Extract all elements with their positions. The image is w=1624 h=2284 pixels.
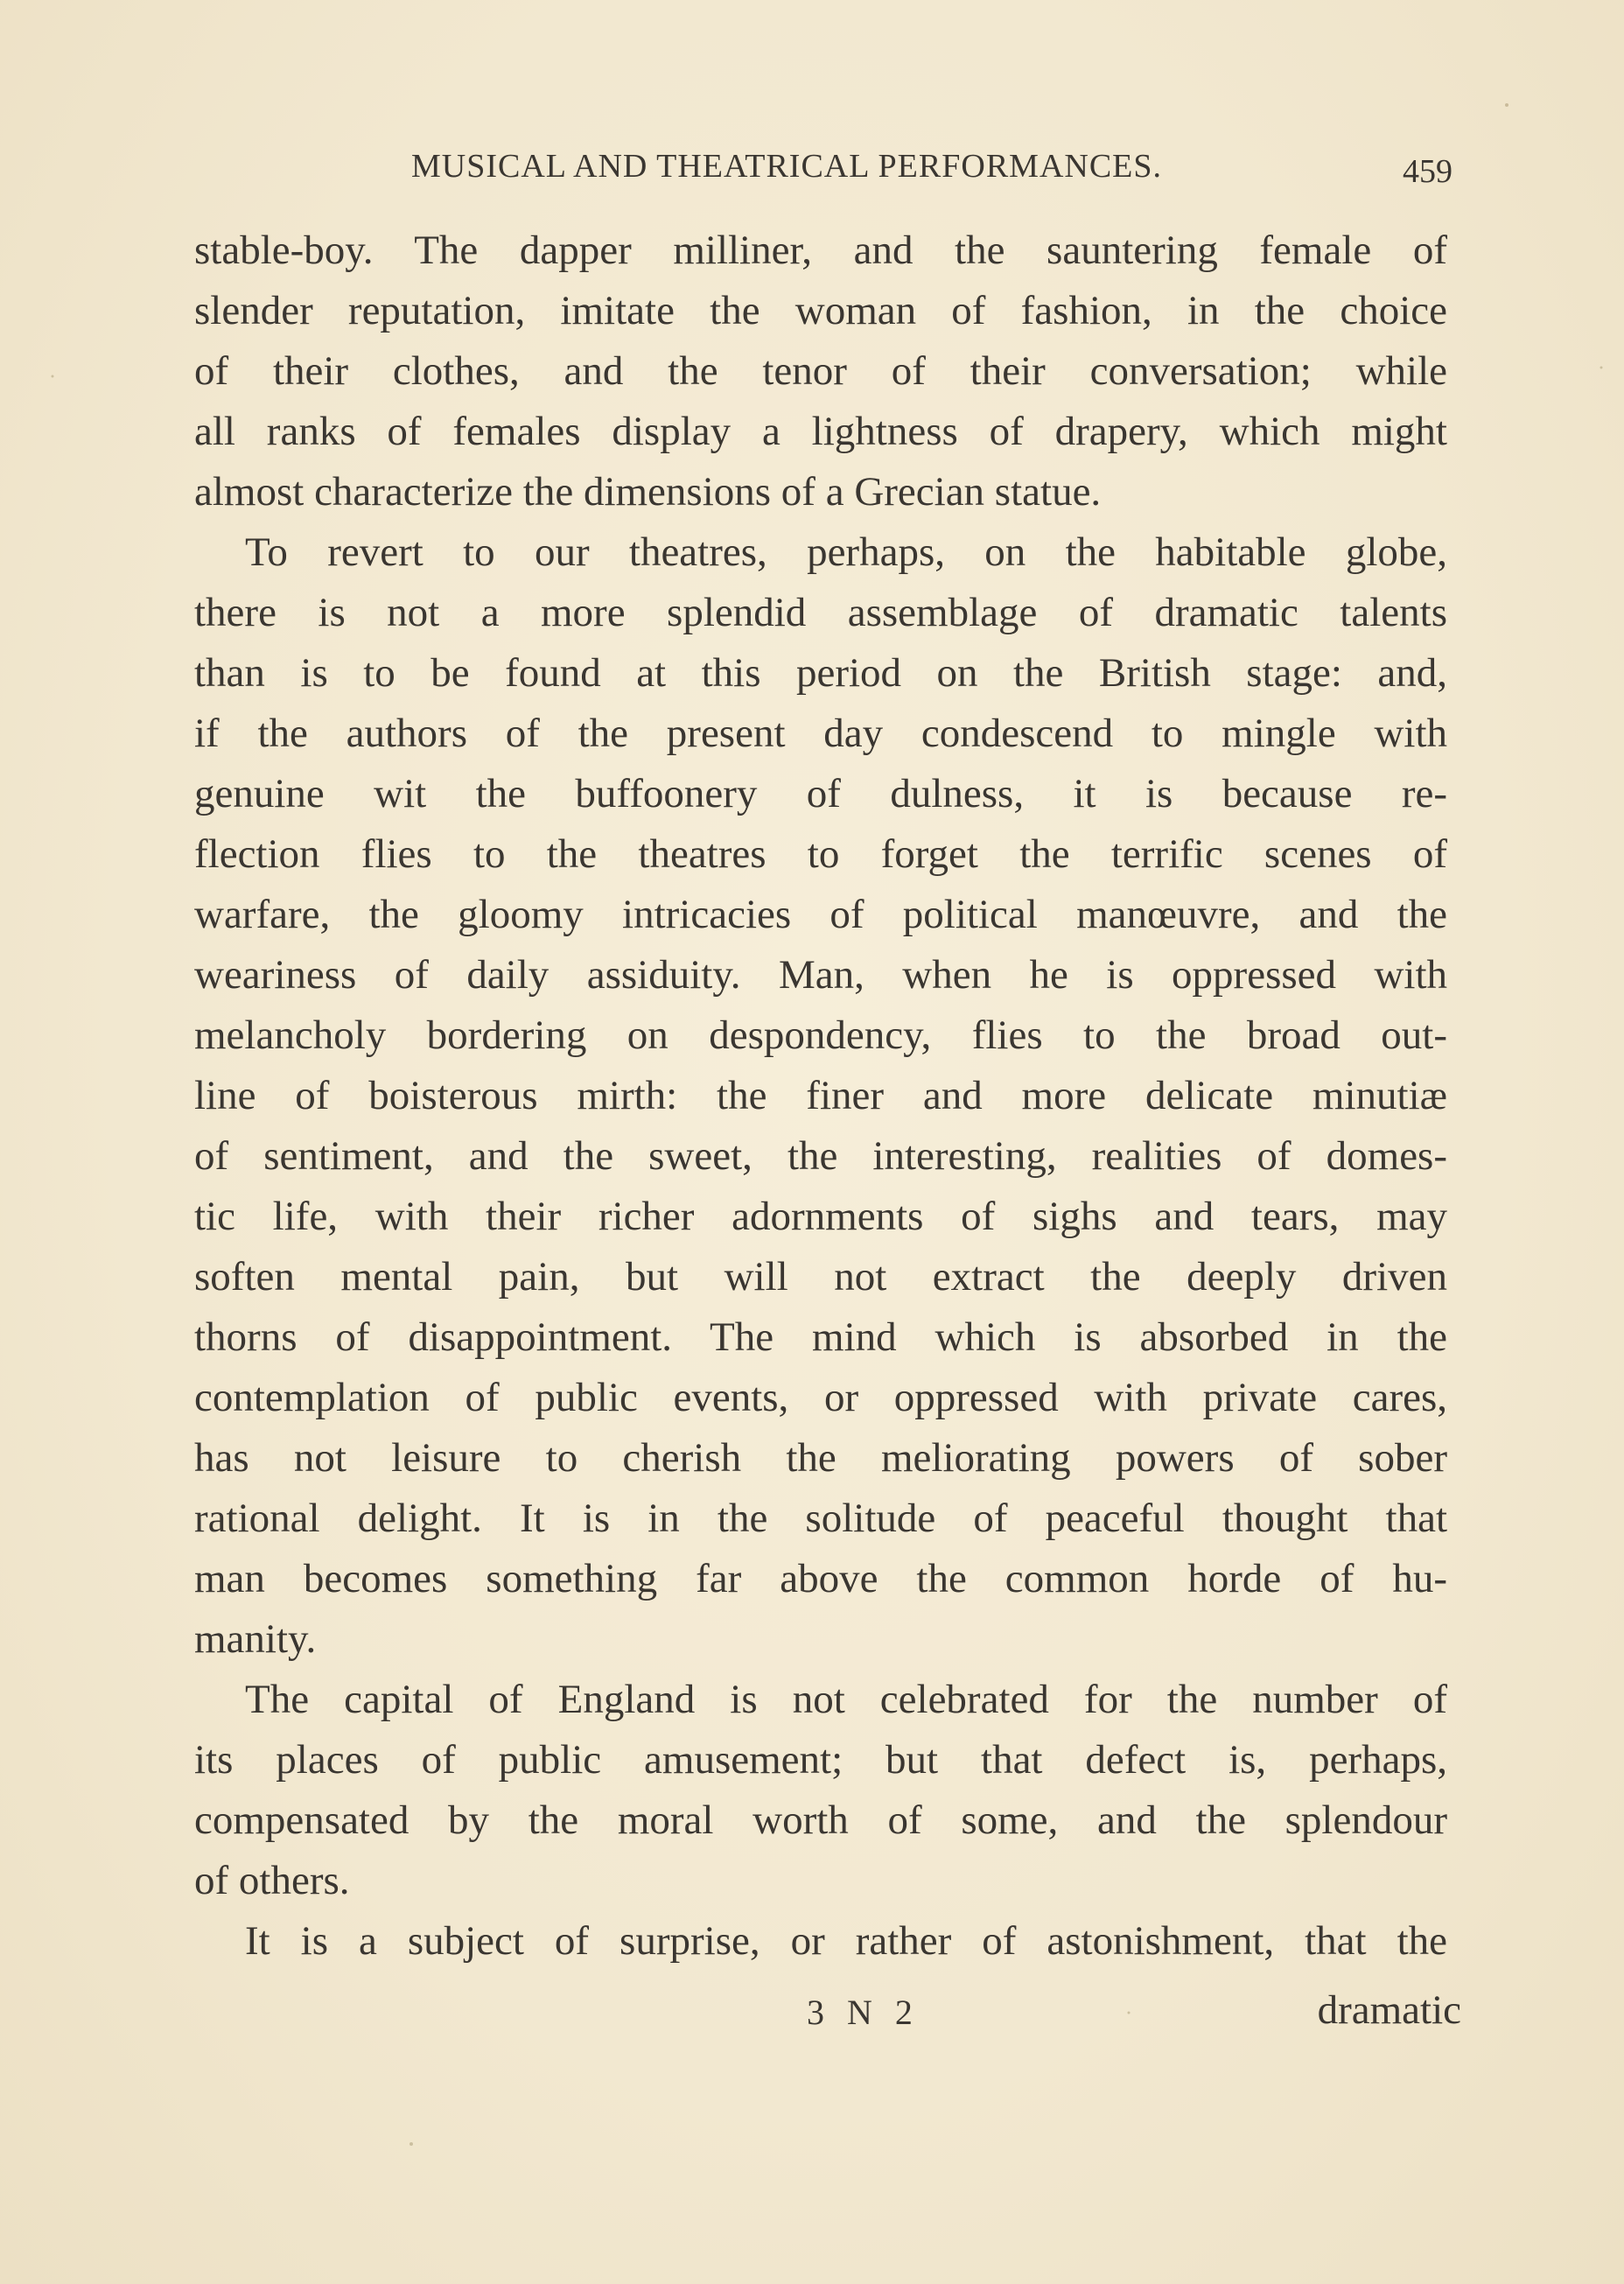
text-line: rational delight. It is in the solitude of peaceful thought that <box>194 1496 1447 1541</box>
body-text <box>194 221 1447 1972</box>
page-header <box>411 140 1479 193</box>
text-line: thorns of disappointment. The mind which is absorbed in the <box>194 1314 1447 1360</box>
text-line: melancholy bordering on despondency, flies to the broad out- <box>194 1012 1447 1058</box>
signature-mark: 3 N 2 <box>807 1993 920 2032</box>
text-line: manity. <box>194 1616 317 1662</box>
text-line: slender reputation, imitate the woman of fashion, in the choice <box>194 288 1447 333</box>
text-line: almost characterize the dimensions of a Grecian statue. <box>194 469 1102 515</box>
text-line: of others. <box>194 1858 350 1903</box>
text-line: than is to be found at this period on the British stage: and, <box>194 650 1447 696</box>
catchword: dramatic <box>1317 1987 1461 2033</box>
text-line: stable-boy. The dapper milliner, and the sauntering female of <box>194 228 1447 273</box>
text-line: genuine wit the buffoonery of dulness, it is because re- <box>194 771 1447 816</box>
text-line: of their clothes, and the tenor of their conversation; while <box>194 348 1447 394</box>
page-number: 459 <box>1403 153 1452 190</box>
text-line: has not leisure to cherish the meliorating powers of sober <box>194 1435 1447 1481</box>
text-line: The capital of England is not celebrated for the number of <box>245 1677 1447 1722</box>
text-line: To revert to our theatres, perhaps, on the habitable globe, <box>245 529 1447 575</box>
text-line: its places of public amusement; but that defect is, perhaps, <box>194 1737 1447 1783</box>
text-line: contemplation of public events, or oppressed with private cares, <box>194 1375 1447 1420</box>
text-line: there is not a more splendid assemblage of dramatic talents <box>194 590 1447 635</box>
page-footer <box>194 1985 1461 2046</box>
text-line: of sentiment, and the sweet, the interesting, realities of domes- <box>194 1133 1447 1179</box>
text-line: line of boisterous mirth: the finer and more delicate minutiæ <box>194 1073 1447 1118</box>
text-line: if the authors of the present day condescend to mingle with <box>194 711 1447 756</box>
text-line: weariness of daily assiduity. Man, when he is oppressed with <box>194 952 1447 998</box>
running-title: MUSICAL AND THEATRICAL PERFORMANCES. <box>411 148 1163 185</box>
text-line: all ranks of females display a lightness of drapery, which might <box>194 409 1447 454</box>
text-line: flection flies to the theatres to forget the terrific scenes of <box>194 831 1447 877</box>
text-line: tic life, with their richer adornments of sighs and tears, may <box>194 1194 1447 1239</box>
text-line: soften mental pain, but will not extract the deeply driven <box>194 1254 1447 1300</box>
text-line: man becomes something far above the common horde of hu- <box>194 1556 1447 1601</box>
text-line: warfare, the gloomy intricacies of political manœuvre, and the <box>194 892 1447 937</box>
text-line: compensated by the moral worth of some, and the splendour <box>194 1797 1447 1843</box>
text-line: It is a subject of surprise, or rather of astonishment, that the <box>245 1918 1447 1964</box>
